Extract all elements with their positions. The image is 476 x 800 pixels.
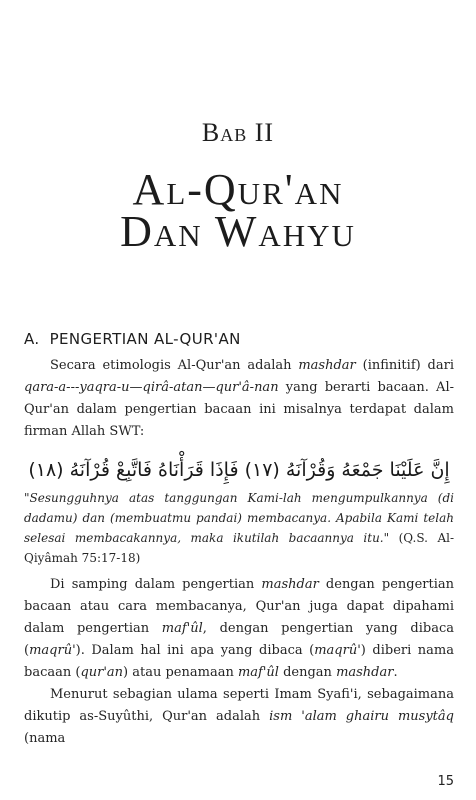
italic-term: qara-a---yaqra-u—qirâ-atan—qur'â-nan <box>24 380 279 395</box>
italic-term: maqrû' <box>29 643 76 658</box>
section-number: A. <box>24 330 40 348</box>
chapter-title-line-2: Dan Wahyu <box>120 207 356 256</box>
text-run: Secara etimologis Al-Qur'an adalah <box>50 358 299 373</box>
italic-term: maqrû' <box>314 643 361 658</box>
text-run: ). Dalam hal ini apa yang dibaca ( <box>75 643 315 658</box>
italic-term: mashdar <box>261 577 319 592</box>
text-run: dengan <box>278 665 337 680</box>
text-run: ) atau penamaan <box>123 665 238 680</box>
italic-term: mashdar <box>298 358 356 373</box>
italic-term: maf'ûl <box>161 621 203 636</box>
paragraph-etymology <box>24 355 454 443</box>
italic-term: qur'an <box>80 665 124 680</box>
text-run: dengan pengertian bacaan atau cara membacanya, Qur'an juga dapat dipahami dalam pengertian <box>24 577 454 636</box>
text-run: ) diberi nama bacaan ( <box>24 643 455 680</box>
italic-term: mashdar <box>336 665 394 680</box>
text-run: Menurut sebagian ulama seperti Imam Syafi'i, sebagaimana dikutip as-Suyûthi, Qur'an adalah <box>24 687 454 724</box>
paragraph-mafful <box>24 574 454 684</box>
verse-reference: (Q.S. Al-Qiyâmah 75:17-18) <box>24 531 455 565</box>
chapter-title-line-1: Al-Qur'an <box>132 165 344 214</box>
translation-text: "Sesungguhnya atas tanggungan Kami-lah mengumpulkannya (di dadamu) dan (membuatmu pandai) membacanya. Apabila Kami telah selesai membacakannya, maka ikutilah bacaannya itu." <box>24 491 454 545</box>
text-run: Di samping dalam pengertian <box>50 577 262 592</box>
text-run: , dengan pengertian yang dibaca ( <box>24 621 454 658</box>
text-run: (infinitif) dari <box>355 358 454 373</box>
quran-verse-arabic: إِنَّ عَلَيْنَا جَمْعَهُ وَقُرْآنَهُ (١٧) فَإِذَا قَرَأْنَاهُ فَاتَّبِعْ قُرْآنَهُ (١٨) <box>28 459 450 481</box>
text-run: (nama <box>24 731 66 746</box>
italic-term: ism 'alam ghairu musytâq <box>269 709 454 724</box>
text-run: . <box>393 665 398 680</box>
section-heading <box>24 330 241 348</box>
page-number: 15 <box>437 774 454 789</box>
verse-translation <box>24 488 454 568</box>
paragraph-syafii <box>24 684 454 750</box>
section-title: PENGERTIAN AL-QUR'AN <box>49 330 241 348</box>
italic-term: maf'ûl <box>237 665 279 680</box>
chapter-label: Bab II <box>201 118 275 147</box>
text-run: yang berarti bacaan. Al-Qur'an dalam pengertian bacaan ini misalnya terdapat dalam firman Allah SWT: <box>24 380 454 439</box>
